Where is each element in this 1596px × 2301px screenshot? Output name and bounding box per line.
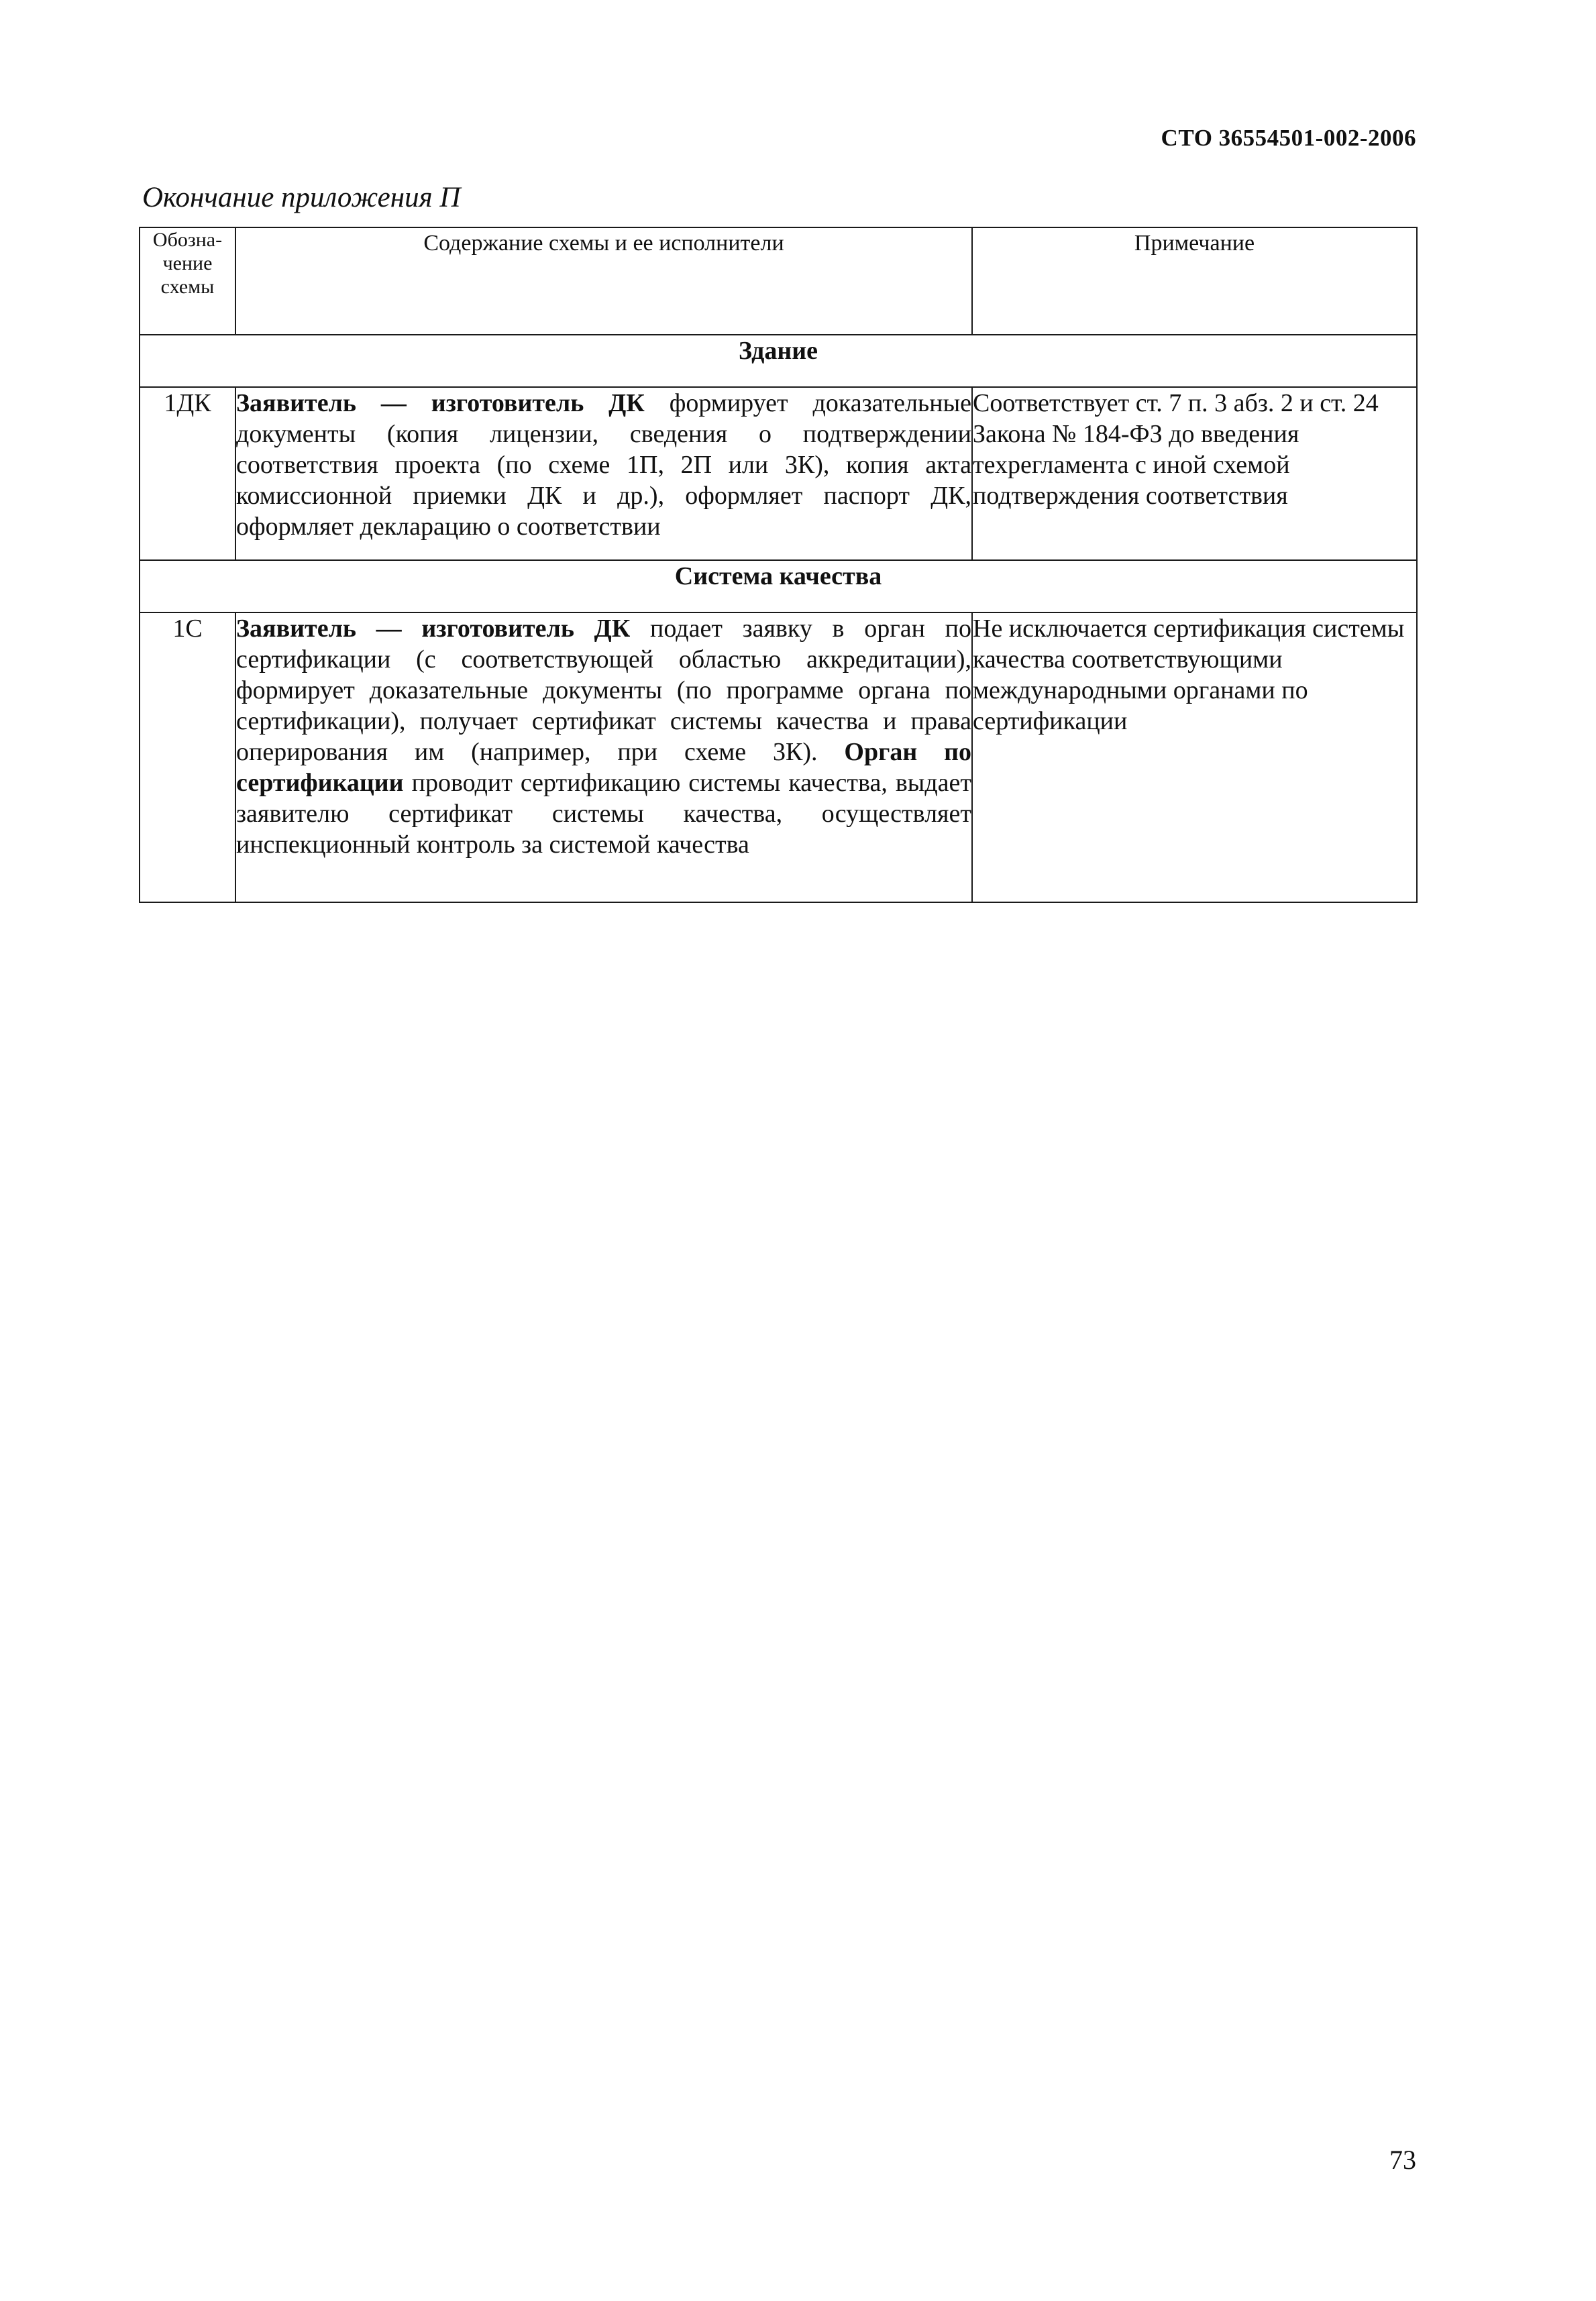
column-header-code-line: Обозна-: [152, 229, 223, 251]
scheme-code-cell: 1С: [140, 612, 235, 902]
column-header-code-line: схемы: [160, 276, 215, 298]
page-number: 73: [1389, 2145, 1416, 2175]
scheme-note-cell: Не исключается сертификация системы качества соответствующими международными органами по сертификации: [972, 612, 1417, 902]
column-header-code: [140, 227, 235, 335]
section-title: Система качества: [140, 560, 1417, 612]
section-title: Здание: [140, 335, 1417, 387]
document-code: СТО 36554501-002-2006: [1161, 125, 1416, 151]
actor-label: Орган по сертификации: [236, 738, 971, 797]
column-header-code-line: чение: [162, 252, 213, 274]
content-text: подает заявку в орган по сертификации (с соответствующей областью аккредитации), формирует доказательные документы (по программе органа по сертификации), получает сертификат системы качества и права оперирования им (например, при схеме 3К).: [236, 614, 972, 766]
scheme-content-cell: [235, 612, 972, 902]
table-row: [140, 612, 1417, 902]
content-text: формирует доказательные документы (копия лицензии, сведения о подтверждении соответствия проекта (по схеме 1П, 2П или 3К), копия акта комиссионной приемки ДК и др.), оформляет паспорт ДК, оформляет декларацию о соответствии: [236, 389, 971, 541]
scheme-note-cell: Соответствует ст. 7 п. 3 абз. 2 и ст. 24 Закона № 184-ФЗ до введения техрегламента с иной схемой подтверждения соответствия: [972, 387, 1417, 560]
schemes-table: [139, 227, 1418, 903]
section-row-quality: [140, 560, 1417, 612]
content-text: проводит сертификацию системы качества, выдает заявителю сертификат системы качества, осуществляет инспекционный контроль за системой качества: [236, 769, 971, 859]
scheme-content-cell: [235, 387, 972, 560]
scheme-code-cell: 1ДК: [140, 387, 235, 560]
table-header-row: [140, 227, 1417, 335]
column-header-note: Примечание: [972, 227, 1417, 335]
actor-label: Заявитель — изготовитель ДК: [236, 614, 631, 643]
table-row: [140, 387, 1417, 560]
actor-label: Заявитель — изготовитель ДК: [236, 389, 645, 417]
column-header-content: Содержание схемы и ее исполнители: [235, 227, 972, 335]
section-row-building: [140, 335, 1417, 387]
appendix-title: Окончание приложения П: [142, 182, 461, 213]
